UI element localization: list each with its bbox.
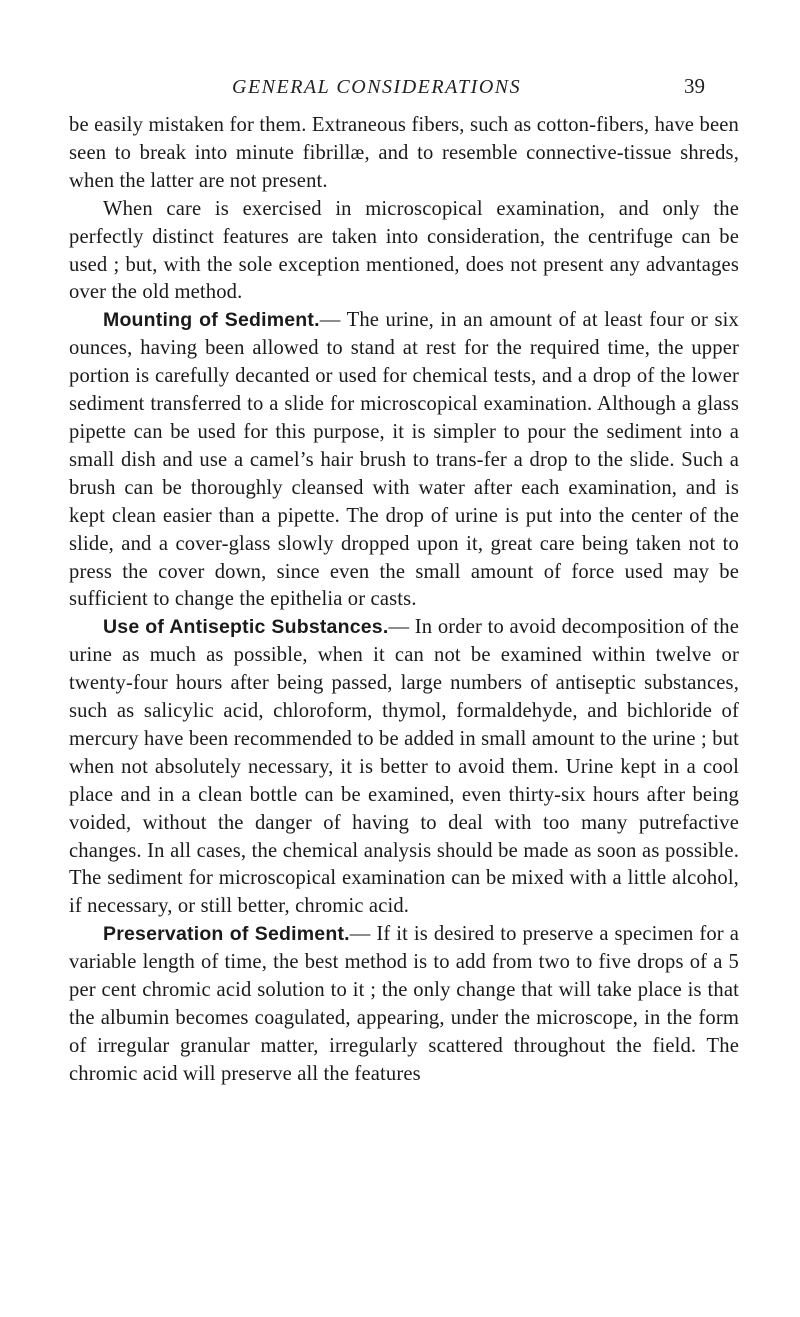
section-heading-mounting: Mounting of Sediment. — [103, 309, 320, 332]
paragraph-mounting-text: — The urine, in an amount of at least four or six ounces, having been allowed to stand at rest for the required time, the upper portion is carefully decanted or used for chemical tests, and a drop of the lower sediment transferred to a slide for microscopical examination. Although a glass pipette can be used for this purpose, it is simpler to pour the sediment into a small dish and use a camel’s hair brush to trans-fer a drop to the slide. Such a brush can be thoroughly cleansed with water after each examination, and is kept clean easier than a pipette. The drop of urine is put into the center of the slide, and a cover-glass slowly dropped upon it, great care being taken not to press the cover down, since even the small amount of force used may be sufficient to change the epithelia or casts. — [69, 309, 739, 611]
paragraph-mounting — [69, 307, 739, 614]
page-number: 39 — [684, 74, 705, 98]
paragraph-antiseptic — [69, 614, 739, 921]
paragraph-antiseptic-text: — In order to avoid decomposition of the urine as much as possible, when it can not be examined within twelve or twenty-four hours after being passed, large numbers of antiseptic substances, such as salicylic acid, chloroform, thymol, formaldehyde, and bichloride of mercury have been recommended to be added in small amount to the urine ; but when not absolutely necessary, it is better to avoid them. Urine kept in a cool place and in a clean bottle can be examined, even thirty-six hours after being voided, without the danger of having to deal with too many putrefactive changes. In all cases, the chemical analysis should be made as soon as possible. The sediment for microscopical examination can be mixed with a little alcohol, if necessary, or still better, chromic acid. — [69, 616, 739, 918]
section-heading-preservation: Preservation of Sediment. — [103, 923, 350, 946]
running-head: GENERAL CONSIDERATIONS — [232, 76, 522, 98]
body-text — [69, 112, 739, 1089]
paragraph-preservation-text: — If it is desired to preserve a specimen for a variable length of time, the best method is to add from two to five drops of a 5 per cent chromic acid solution to it ; the only change that will take place is that the albumin becomes coagulated, appearing, under the microscope, in the form of irregular granular matter, irregularly scattered throughout the field. The chromic acid will preserve all the features — [69, 923, 739, 1085]
paragraph-2 — [69, 196, 739, 308]
paragraph-preservation — [69, 921, 739, 1088]
paragraph-2-text: When care is exercised in microscopical examination, and only the perfectly distinct features are taken into consideration, the centrifuge can be used ; but, with the sole exception mentioned, does not present any advantages over the old method. — [69, 197, 739, 304]
section-heading-antiseptic: Use of Antiseptic Substances. — [103, 616, 389, 639]
paragraph-1-text: be easily mistaken for them. Extraneous fibers, such as cotton-fibers, have been seen to break into minute fibrillæ, and to resemble connective-tissue shreds, when the latter are not present. — [69, 114, 739, 192]
paragraph-1 — [69, 112, 739, 196]
